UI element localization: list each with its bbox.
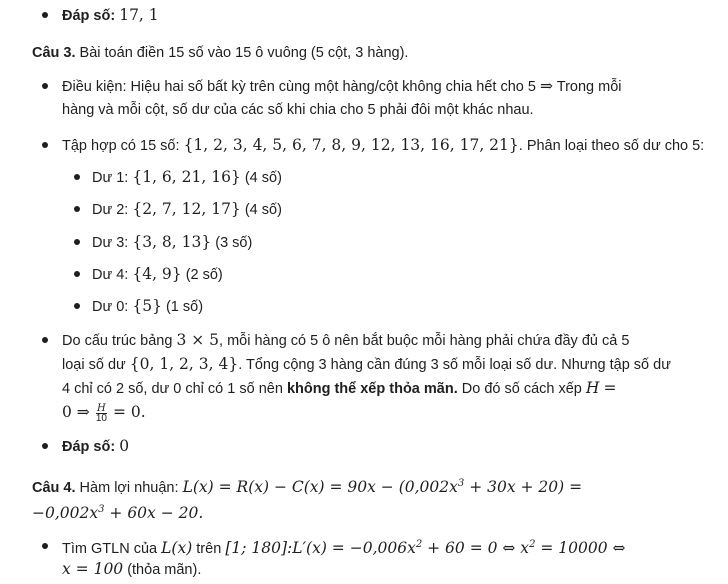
exponent: 3	[98, 504, 105, 515]
remainder-label: Dư 4:	[92, 267, 129, 283]
q4-line2	[32, 500, 203, 524]
remainder-label: Dư 2:	[92, 202, 129, 218]
solution-x: x = 100	[62, 560, 124, 578]
set-intro: Tập hợp có 15 số:	[62, 138, 180, 154]
q3-condition-line1	[62, 76, 622, 97]
bullet	[74, 303, 80, 309]
remainder-set-math: {0, 1, 2, 3, 4}	[129, 355, 239, 373]
answer-line-q2	[62, 5, 159, 26]
q4-text: trên	[196, 541, 222, 558]
bullet	[42, 142, 48, 148]
formula-part: L(x) = R(x) − C(x) = 90x − (0,002x	[182, 478, 458, 497]
remainder-set: {3, 8, 13}	[132, 233, 212, 251]
q4-line1	[32, 474, 582, 498]
condition-text: Điều kiện: Hiệu hai số bất kỳ trên cùng một hàng/cột không chia hết cho 5	[62, 79, 536, 95]
bullet	[42, 337, 48, 343]
formula-part: + 60x − 20.	[104, 504, 204, 523]
q3-proof-line4	[62, 402, 146, 423]
remainder-set: {4, 9}	[132, 265, 182, 283]
remainder-2-item	[92, 199, 282, 220]
table-size-math: 3 × 5	[176, 331, 220, 349]
answer-label: Đáp số:	[62, 439, 116, 455]
exponent: 2	[415, 539, 423, 550]
remainder-count: (4 số)	[244, 202, 282, 218]
q4-bullet-line2	[62, 559, 201, 580]
answer-value: 0	[119, 437, 130, 455]
bullet	[74, 174, 80, 180]
remainder-count: (1 số)	[165, 299, 204, 315]
condition-text-cont: Trong mỗi	[556, 79, 622, 95]
remainder-count: (3 số)	[215, 235, 253, 251]
fraction-H-over-10	[96, 404, 107, 423]
q3-proof-line1	[62, 330, 629, 351]
bullet	[42, 443, 48, 449]
proof-text: 4 chỉ có 2 số, dư 0 chỉ có 1 số nên	[62, 381, 283, 397]
remainder-label: Dư 3:	[92, 235, 129, 251]
remainder-set: {2, 7, 12, 17}	[132, 200, 241, 218]
bullet	[42, 83, 48, 89]
q3-intro: Bài toán điền 15 số vào 15 ô vuông (5 cột, 3 hàng).	[79, 45, 409, 61]
remainder-count: (4 số)	[244, 170, 282, 186]
profit-formula	[183, 478, 583, 496]
remainder-label: Dư 1:	[92, 170, 129, 186]
formula-part: = 10000 ⇔	[535, 539, 626, 558]
q3-proof-line3	[62, 378, 616, 399]
formula-part: + 60 = 0 ⇔ x	[422, 539, 530, 558]
var-H: H	[585, 379, 600, 397]
equals-symbol: =	[603, 379, 617, 397]
derivative-formula	[225, 539, 625, 557]
answer-label: Đáp số:	[62, 8, 116, 24]
zero-implies: 0 ⇒	[62, 403, 90, 421]
remainder-label: Dư 0:	[92, 299, 129, 315]
remainder-1-item	[92, 167, 282, 188]
proof-text: loại số dư	[62, 357, 126, 373]
condition-text-2: hàng và mỗi cột, số dư của các số khi chia cho 5 phải đôi một khác nhau.	[62, 102, 534, 118]
profit-formula-cont	[32, 504, 203, 522]
equals-zero: = 0.	[112, 403, 146, 421]
formula-part: + 30x + 20) =	[464, 478, 583, 497]
exponent: 3	[457, 478, 465, 489]
bullet	[74, 271, 80, 277]
exponent: 2	[529, 539, 536, 550]
formula-part: [1; 180]:L′(x) = −0,006x	[225, 539, 416, 558]
remainder-set: {5}	[132, 297, 162, 315]
bullet	[74, 206, 80, 212]
q3-heading	[32, 43, 408, 63]
proof-text: . Tổng cộng 3 hàng cần đúng 3 số mỗi loại số dư. Nhưng tập số dư	[238, 357, 671, 373]
q4-title: Câu 4.	[32, 480, 76, 497]
bullet	[42, 12, 48, 18]
set-math: {1, 2, 3, 4, 5, 6, 7, 8, 9, 12, 13, 16, 17, 21}	[183, 136, 519, 154]
q3-title: Câu 3.	[32, 45, 76, 61]
q4-intro: Hàm lợi nhuận:	[79, 480, 179, 497]
q3-proof-line2	[62, 354, 671, 375]
q3-set-line	[62, 135, 704, 156]
implies-symbol: ⇒	[540, 77, 553, 95]
proof-bold: không thể xếp thỏa mãn.	[286, 381, 458, 397]
formula-part: −0,002x	[32, 504, 99, 523]
set-classify: . Phân loại theo số dư cho 5:	[518, 138, 705, 154]
remainder-count: (2 số)	[185, 267, 223, 283]
remainder-0-item	[92, 296, 203, 317]
q3-condition-line2	[62, 100, 534, 120]
q4-text: Tìm GTLN của	[62, 541, 158, 558]
q4-bullet-line1	[62, 535, 626, 559]
bullet	[74, 239, 80, 245]
remainder-set: {1, 6, 21, 16}	[132, 168, 241, 186]
remainder-3-item	[92, 232, 252, 253]
bullet	[42, 543, 48, 549]
proof-text: , mỗi hàng có 5 ô nên bắt buộc mỗi hàng phải chứa đầy đủ cả 5	[219, 333, 630, 349]
fraction-denominator: 10	[95, 412, 107, 424]
q3-answer	[62, 436, 129, 457]
remainder-4-item	[92, 264, 223, 285]
function-L: L(x)	[161, 539, 193, 558]
q4-text: (thỏa mãn).	[127, 562, 202, 578]
answer-value: 17, 1	[119, 6, 159, 24]
proof-text: Do cấu trúc bảng	[62, 333, 173, 349]
proof-text: Do đó số cách xếp	[461, 381, 582, 397]
fraction-numerator: H	[97, 402, 106, 414]
